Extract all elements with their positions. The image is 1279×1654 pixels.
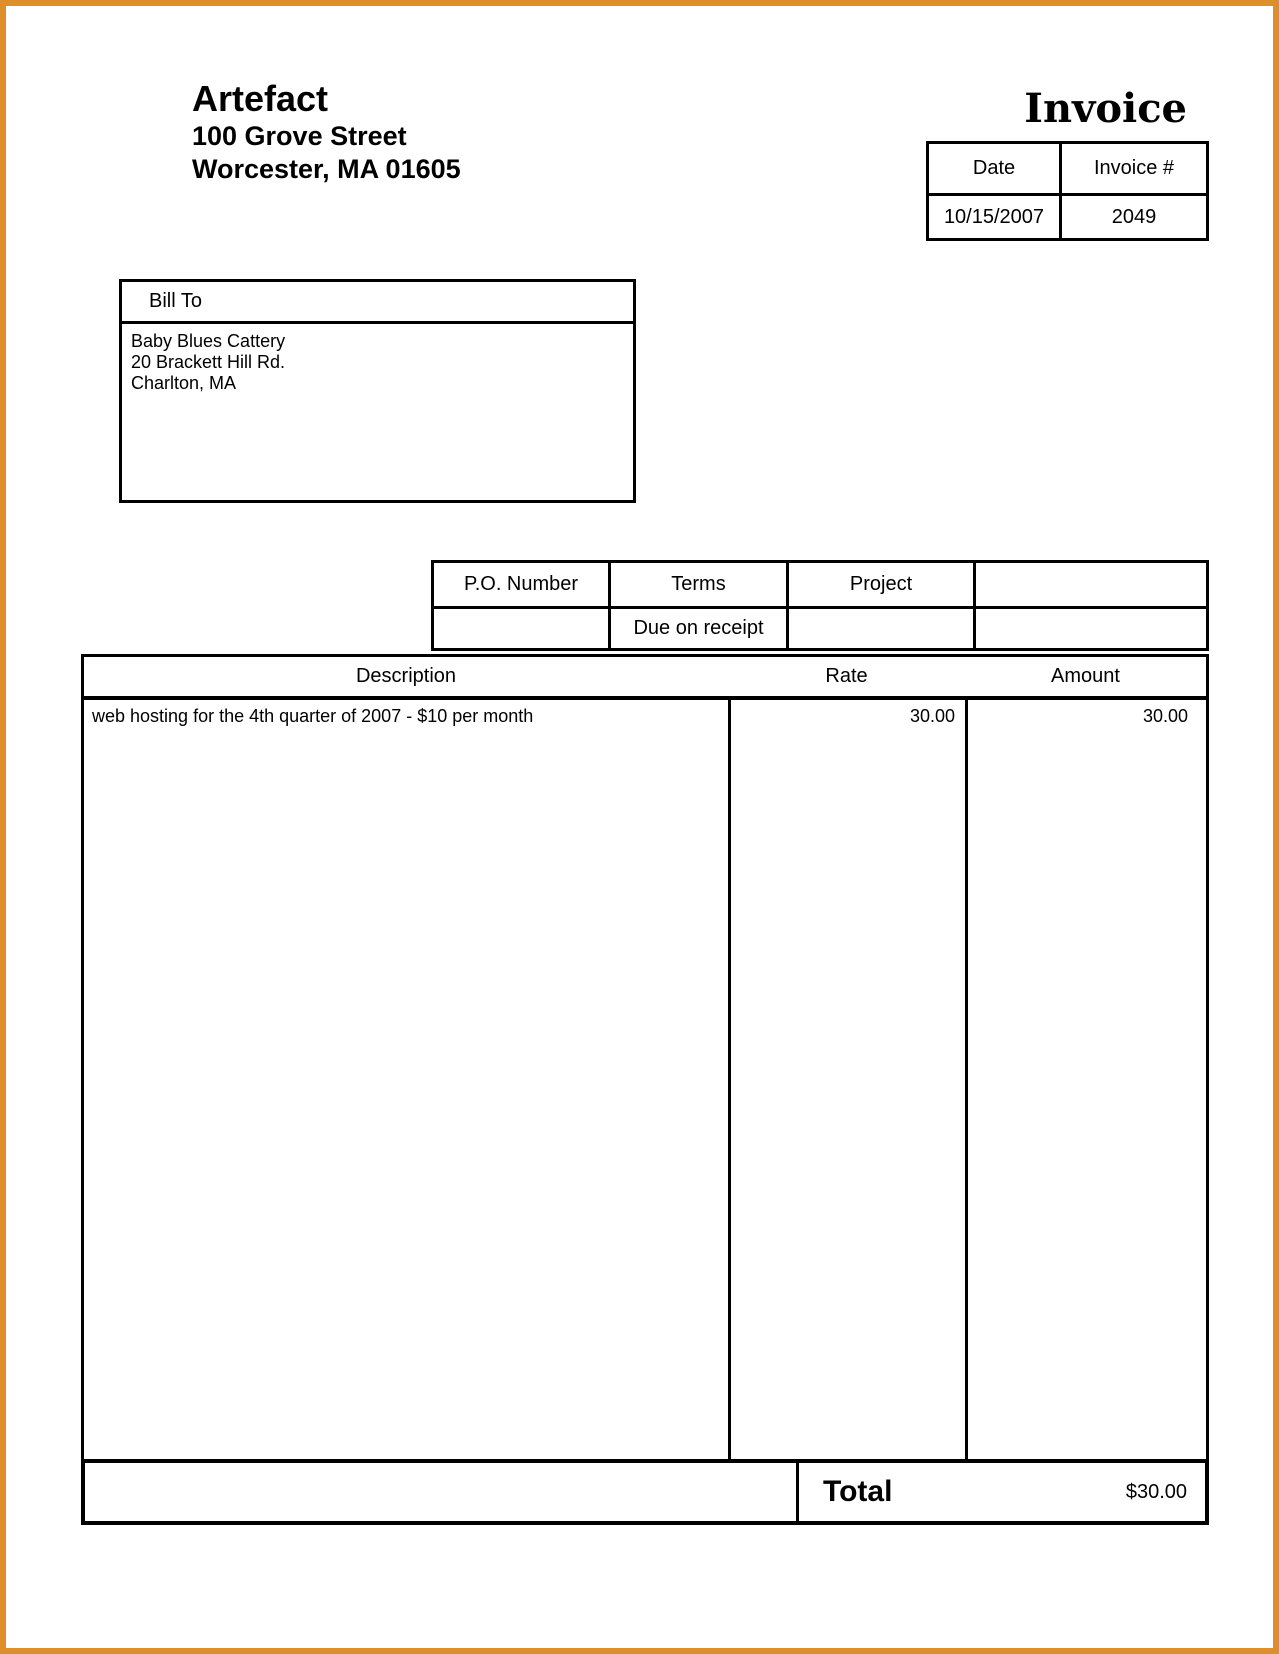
blank-column-header	[973, 563, 1206, 606]
project-column-header: Project	[786, 563, 973, 606]
total-cell	[796, 1463, 1205, 1521]
invoice-date-value: 10/15/2007	[929, 193, 1059, 238]
terms-value: Due on receipt	[608, 606, 786, 648]
total-row	[81, 1459, 1209, 1525]
line-item-row	[84, 700, 1206, 1459]
date-column-header: Date	[972, 157, 1016, 179]
line-item-amount: 30.00	[965, 700, 1206, 1459]
invoice-number-value: 2049	[1059, 193, 1206, 238]
bill-to-line: Charlton, MA	[131, 373, 237, 393]
company-name: Artefact	[192, 78, 329, 119]
line-item-rate: 30.00	[728, 700, 965, 1459]
invoice-number-column-header: Invoice #	[1059, 144, 1206, 193]
bill-to-label: Bill To	[122, 282, 633, 324]
bill-to-box	[119, 279, 636, 503]
invoice-meta-table	[926, 141, 1209, 241]
po-number-value	[434, 606, 608, 648]
line-item-description: web hosting for the 4th quarter of 2007 - $10 per month	[92, 706, 534, 726]
total-label: Total	[823, 1475, 893, 1508]
invoice-title: Invoice	[1024, 85, 1187, 132]
amount-column-header: Amount	[1051, 665, 1120, 687]
line-items-header-row	[84, 657, 1206, 700]
company-address-line1: 100 Grove Street	[192, 121, 407, 151]
total-amount: $30.00	[1125, 1480, 1187, 1503]
po-number-column-header: P.O. Number	[463, 573, 579, 595]
description-column-header: Description	[355, 665, 457, 687]
order-info-table	[431, 560, 1209, 651]
project-value	[786, 606, 973, 648]
bill-to-line: Baby Blues Cattery	[131, 331, 286, 351]
blank-value	[973, 606, 1206, 648]
bill-to-line: 20 Brackett Hill Rd.	[131, 352, 286, 372]
total-row-empty-cell	[85, 1463, 796, 1521]
terms-column-header: Terms	[608, 563, 786, 606]
rate-column-header: Rate	[825, 665, 868, 687]
line-items-table	[81, 654, 1209, 1459]
company-address-line2: Worcester, MA 01605	[192, 154, 461, 184]
bill-to-address	[122, 324, 633, 401]
company-block	[192, 78, 461, 186]
